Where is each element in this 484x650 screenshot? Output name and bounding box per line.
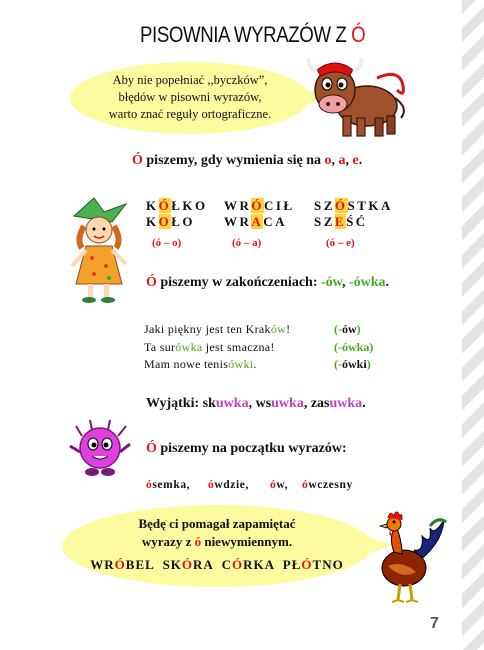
start-letter: ó xyxy=(208,479,215,491)
rule-alternation xyxy=(132,153,362,169)
example-ending xyxy=(334,357,371,372)
example-ending xyxy=(334,322,361,337)
start-letter: ó xyxy=(146,479,153,491)
rule-text: piszemy, gdy wymienia się na xyxy=(142,153,325,168)
ending-bracket: (- xyxy=(334,340,342,354)
exception-ending: uwka xyxy=(271,396,304,411)
exception-ending: uwka xyxy=(215,396,249,411)
alternation-pair: (ó – a) xyxy=(232,237,262,249)
page-number: 7 xyxy=(430,615,439,632)
word-part: SZ xyxy=(314,198,335,213)
bubble-part: wyrazy z xyxy=(141,534,195,549)
start-rest: wczesny xyxy=(308,479,353,491)
start-letter: ó xyxy=(270,479,277,491)
sentence-part: Jaki piękny jest ten Krak xyxy=(144,322,271,336)
example-sentence xyxy=(144,322,290,337)
word xyxy=(224,214,287,230)
start-rest: w, xyxy=(276,479,289,491)
exception-part: ws xyxy=(255,396,272,411)
word-part: STKA xyxy=(347,198,393,213)
word-part: ŁO xyxy=(171,214,196,229)
rule-letter: o xyxy=(324,153,332,168)
bubble-part: WR xyxy=(90,557,115,572)
exceptions-label: Wyjątki: xyxy=(146,396,203,411)
ending-bracket: (- xyxy=(334,357,342,371)
word-part: K xyxy=(146,198,159,213)
word-letter: E xyxy=(334,214,347,229)
bubble-letter: Ó xyxy=(114,557,126,572)
rule-ending: -ów xyxy=(320,275,342,290)
word-part: CA xyxy=(263,214,288,229)
bubble-line xyxy=(62,533,372,551)
exception-ending: uwka xyxy=(329,396,363,411)
rooster-illustration xyxy=(372,506,452,608)
rule-text: piszemy w zakończeniach: xyxy=(156,275,321,290)
word xyxy=(146,214,195,230)
title-text: PISOWNIA WYRAZÓW Z xyxy=(140,22,352,47)
rule-ending: -ówka xyxy=(348,275,386,290)
exception-part: , xyxy=(248,396,256,411)
bubble-part: TNO xyxy=(312,557,344,572)
bubble-text xyxy=(70,72,310,123)
word-part: WR xyxy=(224,214,252,229)
ending-text: ów xyxy=(342,322,357,336)
bubble-part: SK xyxy=(162,557,182,572)
word-letter: Ó xyxy=(251,198,265,213)
example-sentence xyxy=(144,357,257,372)
bubble-text xyxy=(62,515,372,551)
rule-text: piszemy na początku wyrazów: xyxy=(156,441,347,456)
bubble-letter: ó xyxy=(194,534,202,549)
start-rest: wdzie, xyxy=(214,479,249,491)
sentence-part: Ta sur xyxy=(144,340,176,354)
start-word xyxy=(270,479,288,491)
word-part: K xyxy=(146,214,159,229)
sentence-part: . xyxy=(253,357,257,371)
ending-text: ówki xyxy=(342,357,367,371)
rule-text: , xyxy=(345,153,353,168)
bubble-letter: Ó xyxy=(181,557,194,572)
rule-letter: Ó xyxy=(146,275,157,290)
title-letter: Ó xyxy=(351,22,366,47)
word-letter: Ó xyxy=(158,198,172,213)
word-part: CIŁ xyxy=(264,198,295,213)
sentence-ending: ów xyxy=(270,322,287,336)
bubble-part: BEL xyxy=(125,557,163,572)
bubble-line: błędów w pisowni wyrazów, xyxy=(118,90,262,104)
exceptions-line xyxy=(146,396,366,412)
word-part: SZ xyxy=(314,214,335,229)
bubble-line: Aby nie popełniać ,,byczków”, xyxy=(112,73,268,87)
bubble-letter: Ó xyxy=(232,557,244,572)
rule-letter: e xyxy=(352,153,359,168)
example-ending xyxy=(334,340,373,355)
exception-part: sk xyxy=(202,396,216,411)
girl-illustration xyxy=(64,196,134,306)
start-letter: ó xyxy=(302,479,309,491)
sentence-part: ! xyxy=(286,322,291,336)
bubble-part: C xyxy=(221,557,232,572)
sentence-part: jest smaczna! xyxy=(202,340,275,354)
page-edge-stripe xyxy=(462,0,484,650)
alternation-pair: (ó – o) xyxy=(152,237,182,249)
bubble-part: RA xyxy=(193,557,222,572)
ending-bracket: (- xyxy=(334,322,342,336)
word xyxy=(146,198,208,214)
bubble-part: niewymiennym. xyxy=(201,534,293,549)
sentence-part: Mam nowe tenis xyxy=(144,357,229,371)
sentence-ending: ówki xyxy=(228,357,254,371)
example-sentence xyxy=(144,340,275,355)
word xyxy=(224,198,295,214)
ending-text: ówka xyxy=(342,340,370,354)
exception-part: . xyxy=(362,396,366,411)
start-word xyxy=(208,479,249,491)
word-letter: Ó xyxy=(334,198,348,213)
start-rest: semka, xyxy=(152,479,191,491)
rule-letter: Ó xyxy=(132,153,143,168)
rule-text: . xyxy=(358,153,363,168)
bull-illustration xyxy=(305,48,410,140)
word-letter: O xyxy=(158,214,172,229)
word-part: WR xyxy=(224,198,252,213)
rule-endings xyxy=(146,275,389,291)
rule-text: . xyxy=(385,275,390,290)
rule-word-start xyxy=(146,441,347,457)
ending-bracket: ) xyxy=(366,357,371,371)
word-letter: A xyxy=(251,214,264,229)
bubble-line: Będę ci pomagał zapamiętać xyxy=(138,516,296,531)
rule-text: , xyxy=(341,275,349,290)
word xyxy=(314,198,393,214)
exception-part: zas xyxy=(310,396,330,411)
rule-text: , xyxy=(331,153,339,168)
start-word xyxy=(146,479,190,491)
page-title xyxy=(140,22,365,48)
start-word xyxy=(302,479,353,491)
speech-bubble-bottom xyxy=(62,505,372,587)
sentence-ending: ówka xyxy=(175,340,203,354)
bubble-words xyxy=(62,557,372,573)
rule-letter: Ó xyxy=(146,441,157,456)
bubble-letter: Ó xyxy=(301,557,313,572)
bubble-line: warto znać reguły ortograficzne. xyxy=(108,107,272,121)
word-part: ŁKO xyxy=(171,198,208,213)
word xyxy=(314,214,368,230)
ending-bracket: ) xyxy=(356,322,361,336)
speech-bubble-top xyxy=(70,62,310,134)
alternation-pair: (ó – e) xyxy=(326,237,355,249)
rule-letter: a xyxy=(338,153,346,168)
bubble-part: RKA xyxy=(243,557,283,572)
word-part: ŚĆ xyxy=(346,214,368,229)
monster-illustration xyxy=(68,418,132,478)
ending-bracket: ) xyxy=(369,340,374,354)
exception-part: , xyxy=(303,396,311,411)
bubble-part: PŁ xyxy=(282,557,302,572)
